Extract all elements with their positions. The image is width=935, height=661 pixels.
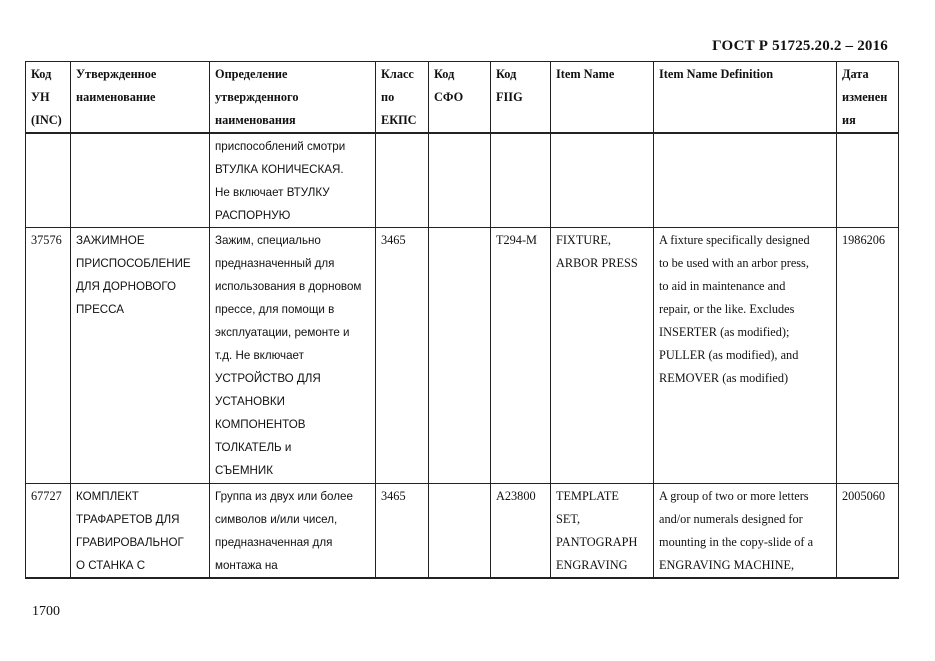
cell-fiig	[491, 133, 551, 228]
cell-inc: 67727	[26, 484, 71, 579]
cell-inc: 37576	[26, 228, 71, 484]
cell-approved-name	[71, 133, 210, 228]
cell-class	[376, 133, 429, 228]
col-header-definition: Определение утвержденного наименования	[210, 62, 376, 134]
cell-class: 3465	[376, 484, 429, 579]
col-header-sfo: Код СФО	[429, 62, 491, 134]
cell-item-name: FIXTURE, ARBOR PRESS	[551, 228, 654, 484]
table-row	[26, 484, 899, 579]
col-header-item-name: Item Name	[551, 62, 654, 134]
cell-definition: Группа из двух или более символов и/или чисел, предназначенная для монтажа на	[210, 484, 376, 579]
cell-item-definition: A group of two or more letters and/or numerals designed for mounting in the copy-slide of a ENGRAVING MACHINE,	[654, 484, 837, 579]
table-row	[26, 133, 899, 228]
cell-fiig: T294-M	[491, 228, 551, 484]
cell-sfo	[429, 228, 491, 484]
cell-definition: Зажим, специально предназначенный для использования в дорновом прессе, для помощи в эксплуатации, ремонте и т.д. Не включает УСТРОЙСТВО ДЛЯ УСТАНОВКИ КОМПОНЕНТОВ ТОЛКАТЕЛЬ и СЪЕМНИК	[210, 228, 376, 484]
cell-definition: приспособлений смотри ВТУЛКА КОНИЧЕСКАЯ. Не включает ВТУЛКУ РАСПОРНУЮ	[210, 133, 376, 228]
page-number: 1700	[32, 604, 60, 619]
col-header-class: Класс по ЕКПС	[376, 62, 429, 134]
cell-approved-name: ЗАЖИМНОЕ ПРИСПОСОБЛЕНИЕ ДЛЯ ДОРНОВОГО ПРЕССА	[71, 228, 210, 484]
cell-date: 2005060	[837, 484, 899, 579]
col-header-inc: Код УН (INC)	[26, 62, 71, 134]
col-header-fiig: Код FIIG	[491, 62, 551, 134]
cell-date: 1986206	[837, 228, 899, 484]
document-title: ГОСТ Р 51725.20.2 – 2016	[712, 38, 888, 54]
table-header-row	[26, 62, 899, 134]
col-header-date: Дата изменен ия	[837, 62, 899, 134]
cell-fiig: A23800	[491, 484, 551, 579]
cell-item-name: TEMPLATE SET, PANTOGRAPH ENGRAVING	[551, 484, 654, 579]
col-header-approved-name: Утвержденное наименование	[71, 62, 210, 134]
cell-inc	[26, 133, 71, 228]
cell-item-definition	[654, 133, 837, 228]
cell-class: 3465	[376, 228, 429, 484]
cell-sfo	[429, 133, 491, 228]
nomenclature-table	[25, 61, 899, 579]
table-row	[26, 228, 899, 484]
cell-date	[837, 133, 899, 228]
cell-item-name	[551, 133, 654, 228]
cell-item-definition: A fixture specifically designed to be used with an arbor press, to aid in maintenance and repair, or the like. Excludes INSERTER (as modified); PULLER (as modified), and REMOVER (as modified)	[654, 228, 837, 484]
cell-approved-name: КОМПЛЕКТ ТРАФАРЕТОВ ДЛЯ ГРАВИРОВАЛЬНОГ О СТАНКА С	[71, 484, 210, 579]
cell-sfo	[429, 484, 491, 579]
col-header-item-definition: Item Name Definition	[654, 62, 837, 134]
